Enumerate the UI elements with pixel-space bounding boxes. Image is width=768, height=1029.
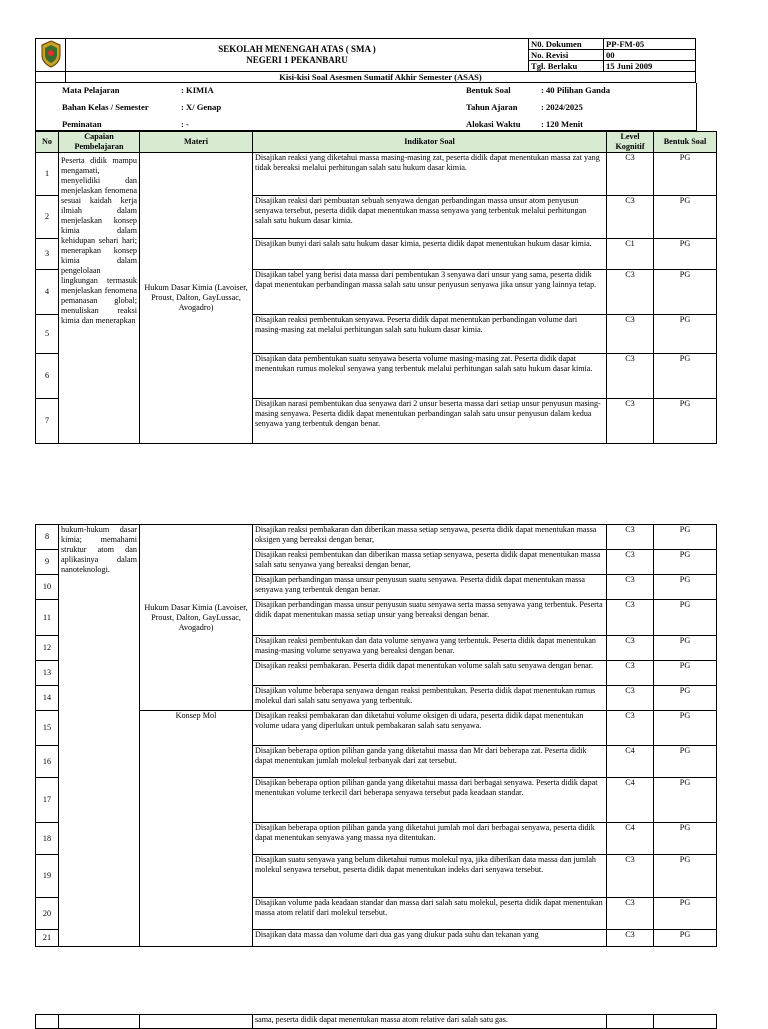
indikator-cell: Disajikan reaksi dari pembuatan sebuah senyawa dengan perbandingan massa unsur atom penyusun senyawa tersebut, peserta didik dapat menentukan massa senyawa yang terbentuk melalui perhitungan salah satu hukum dasar kimia. — [253, 196, 607, 239]
indikator-cell: Disajikan reaksi pembakaran dan diberikan massa setiap senyawa, peserta didik dapat menentukan massa oksigen yang bereaksi dengan benar, — [253, 525, 607, 550]
indikator-cell: Disajikan data pembentukan suatu senyawa beserta volume masing-masing zat. Peserta didik dapat menentukan rumus molekul senyawa yang terbentuk melalui perhitungan salah satu hukum dasar kimia. — [253, 354, 607, 399]
indikator-cell: Disajikan volume pada keadaan standar dan massa dari salah satu molekul, peserta didik dapat menentukan massa atom relatif dari molekul tersebut. — [253, 898, 607, 930]
bentuk-cell: PG — [654, 239, 717, 270]
row-no: 14 — [36, 686, 59, 711]
row-no: 9 — [36, 550, 59, 575]
mapel-value: : KIMIA — [181, 85, 214, 95]
info-block — [35, 83, 697, 131]
indikator-cell: Disajikan reaksi pembakaran. Peserta didik dapat menentukan volume salah satu senyawa dengan benar. — [253, 661, 607, 686]
row-no: 18 — [36, 823, 59, 855]
capaian-pembelajaran-cell: Peserta didik mampu mengamati, menyelidiki dan menjelaskan fenomena sesuai kaidah kerja ilmiah dalam menjelaskan konsep kimia dalam kehidupan sehari hari; menerapkan konsep kimia dalam pengelolaan lingkungan termasuk menjelaskan fenomena pemanasan global; menuliskan reaksi kimia dan menerapkan — [59, 153, 140, 444]
meta-label-dokumen: N0. Dokumen — [529, 39, 604, 50]
bentuk-cell: PG — [654, 636, 717, 661]
meta-label-berlaku: Tgl. Berlaku — [529, 61, 604, 72]
level-cell: C3 — [607, 575, 654, 600]
bentuk-cell: PG — [654, 550, 717, 575]
indikator-cell: Disajikan tabel yang berisi data massa dari pembentukan 3 senyawa dari unsur yang sama, peserta didik dapat menentukan perbandingan massa salah satu unsur penyusun senyawa jika unsur yang lainnya tetap. — [253, 270, 607, 315]
school-name-line1: SEKOLAH MENENGAH ATAS ( SMA ) — [218, 44, 376, 54]
indikator-cell: Disajikan beberapa option pilihan ganda yang diketahui massa dari berbagai senyawa. Peserta didik dapat menentukan volume terkecil dari beberapa senyawa tersebut pada keadaan standar. — [253, 778, 607, 823]
kisi-kisi-table-page1 — [35, 131, 717, 444]
bentuk-cell: PG — [654, 600, 717, 636]
indikator-cell: Disajikan perbandingan massa unsur penyusun suatu senyawa serta massa senyawa yang terbentuk. Peserta didik dapat menentukan massa setiap unsur yang bereaksi dengan benar. — [253, 600, 607, 636]
level-cell: C3 — [607, 315, 654, 354]
col-header-materi: Materi — [140, 132, 253, 153]
level-cell: C3 — [607, 636, 654, 661]
letterhead — [35, 38, 696, 83]
col-header-level: Level Kognitif — [607, 132, 654, 153]
bentuk-cell: PG — [654, 354, 717, 399]
row-no: 7 — [36, 399, 59, 444]
kelas-label: Bahan Kelas / Semester — [62, 102, 149, 112]
level-cell: C3 — [607, 930, 654, 947]
row-no: 17 — [36, 778, 59, 823]
bentuk-cell: PG — [654, 270, 717, 315]
indikator-cell: Disajikan narasi pembentukan dua senyawa dari 2 unsur beserta massa dari setiap unsur penyusun masing-masing senyawa. Peserta didik dapat menentukan perbandingan salah satu unsur penyusun dalam kedua senyawa yang terbentuk dengan benar. — [253, 399, 607, 444]
col-header-bentuk: Bentuk Soal — [654, 132, 717, 153]
bentuk-cell: PG — [654, 686, 717, 711]
row-no: 21 — [36, 930, 59, 947]
materi-cell: Hukum Dasar Kimia (Lavoiser, Proust, Dalton, GayLussac, Avogadro) — [140, 525, 253, 711]
bentuk-cell: PG — [654, 661, 717, 686]
row-no: 15 — [36, 711, 59, 746]
row-no: 8 — [36, 525, 59, 550]
col-header-no: No — [36, 132, 59, 153]
row-no: 4 — [36, 270, 59, 315]
bentuk-cell: PG — [654, 196, 717, 239]
level-cell: C3 — [607, 898, 654, 930]
level-cell: C3 — [607, 686, 654, 711]
document-title: Kisi-kisi Soal Asesmen Sumatif Akhir Semester (ASAS) — [66, 72, 696, 83]
level-cell: C1 — [607, 239, 654, 270]
bentuk-cell: PG — [654, 746, 717, 778]
indikator-cell: Disajikan suatu senyawa yang belum diketahui rumus molekul nya, jika diberikan data massa dan jumlah molekul senyawa tersebut, peserta didik dapat menentukan indeks dari senyawa tersebut. — [253, 855, 607, 898]
meta-value-dokumen: PP-FM-05 — [604, 39, 696, 50]
row-no: 5 — [36, 315, 59, 354]
bentuk-cell: PG — [654, 778, 717, 823]
level-cell: C4 — [607, 778, 654, 823]
indikator-cell: sama, peserta didik dapat menentukan massa atom relative dari salah satu gas. — [253, 1015, 607, 1029]
kelas-value: : X/ Genap — [181, 102, 222, 112]
meta-label-revisi: No. Revisi — [529, 50, 604, 61]
indikator-cell: Disajikan perbandingan massa unsur penyusun suatu senyawa. Peserta didik dapat menentukan massa senyawa yang terbentuk dengan benar. — [253, 575, 607, 600]
meta-value-berlaku: 15 Juni 2009 — [604, 61, 696, 72]
row-no: 1 — [36, 153, 59, 196]
kisi-kisi-table-page3 — [35, 1014, 717, 1029]
page-3 — [35, 1014, 716, 1029]
bentuk-cell: PG — [654, 711, 717, 746]
mapel-label: Mata Pelajaran — [62, 85, 120, 95]
level-cell: C4 — [607, 823, 654, 855]
alokasi-label: Alokasi Waktu — [466, 119, 521, 129]
page-1 — [35, 38, 716, 444]
level-cell: C3 — [607, 711, 654, 746]
level-cell: C3 — [607, 153, 654, 196]
indikator-cell: Disajikan data massa dan volume dari dua gas yang diukur pada suhu dan tekanan yang — [253, 930, 607, 947]
bentuk-label: Bentuk Soal — [466, 85, 511, 95]
peminatan-value: : - — [181, 119, 189, 129]
bentuk-cell: PG — [654, 898, 717, 930]
meta-value-revisi: 00 — [604, 50, 696, 61]
school-logo — [36, 39, 66, 72]
row-no: 13 — [36, 661, 59, 686]
tahun-value: : 2024/2025 — [541, 102, 583, 112]
bentuk-cell: PG — [654, 823, 717, 855]
row-no: 20 — [36, 898, 59, 930]
tahun-label: Tahun Ajaran — [466, 102, 518, 112]
indikator-cell: Disajikan beberapa option pilihan ganda yang diketahui massa dan Mr dari beberapa zat. Peserta didik dapat menentukan jumlah molekul terbanyak dari zat tersebut. — [253, 746, 607, 778]
level-cell: C3 — [607, 525, 654, 550]
level-cell: C3 — [607, 550, 654, 575]
indikator-cell: Disajikan reaksi yang diketahui massa masing-masing zat, peserta didik dapat menentukan massa zat yang tidak bereaksi melalui perhitungan salah satu hukum dasar kimia. — [253, 153, 607, 196]
peminatan-label: Peminatan — [62, 119, 102, 129]
capaian-pembelajaran-cell: hukum-hukum dasar kimia; memahami struktur atom dan aplikasinya dalam nanoteknologi. — [59, 525, 140, 947]
row-no: 2 — [36, 196, 59, 239]
row-no: 11 — [36, 600, 59, 636]
row-no: 19 — [36, 855, 59, 898]
level-cell: C3 — [607, 196, 654, 239]
materi-cell: Konsep Mol — [140, 711, 253, 947]
bentuk-cell: PG — [654, 153, 717, 196]
level-cell: C4 — [607, 746, 654, 778]
row-no: 16 — [36, 746, 59, 778]
alokasi-value: : 120 Menit — [541, 119, 584, 129]
row-no: 12 — [36, 636, 59, 661]
row-no: 6 — [36, 354, 59, 399]
materi-cell: Hukum Dasar Kimia (Lavoiser, Proust, Dalton, GayLussac, Avogadro) — [140, 153, 253, 444]
indikator-cell: Disajikan reaksi pembentukan senyawa. Peserta didik dapat menentukan perbandingan volume dari masing-masing zat melalui perhitungan salah satu hukum dasar kimia. — [253, 315, 607, 354]
col-header-cp: Capaian Pembelajaran — [59, 132, 140, 153]
bentuk-cell: PG — [654, 315, 717, 354]
level-cell: C3 — [607, 354, 654, 399]
school-name-line2: NEGERI 1 PEKANBARU — [246, 55, 348, 65]
bentuk-cell: PG — [654, 855, 717, 898]
indikator-cell: Disajikan reaksi pembentukan dan diberikan massa setiap senyawa, peserta didik dapat menentukan massa salah satu senyawa yang bereaksi dengan benar, — [253, 550, 607, 575]
page-2 — [35, 524, 716, 947]
level-cell: C3 — [607, 399, 654, 444]
bentuk-value: : 40 Pilihan Ganda — [541, 85, 611, 95]
indikator-cell: Disajikan reaksi pembakaran dan diketahui volume oksigen di udara, peserta didik dapat menentukan volume udara yang diperlukan untuk pembakaran salah satu senyawa. — [253, 711, 607, 746]
col-header-indikator: Indikator Soal — [253, 132, 607, 153]
bentuk-cell: PG — [654, 525, 717, 550]
level-cell: C3 — [607, 600, 654, 636]
row-no: 10 — [36, 575, 59, 600]
level-cell: C3 — [607, 855, 654, 898]
school-emblem-icon — [40, 40, 62, 68]
row-no: 3 — [36, 239, 59, 270]
bentuk-cell: PG — [654, 399, 717, 444]
bentuk-cell: PG — [654, 930, 717, 947]
indikator-cell: Disajikan volume beberapa senyawa dengan reaksi pembentukan. Peserta didik dapat menentukan rumus molekul dari salah satu senyawa yang terbentuk. — [253, 686, 607, 711]
indikator-cell: Disajikan beberapa option pilihan ganda yang diketahui jumlah mol dari berbagai senyawa, peserta didik dapat menentukan senyawa yang massa nya ditentukan. — [253, 823, 607, 855]
level-cell: C3 — [607, 661, 654, 686]
indikator-cell: Disajikan bunyi dari salah satu hukum dasar kimia, peserta didik dapat menentukan hukum dasar kimia. — [253, 239, 607, 270]
kisi-kisi-table-page2 — [35, 524, 717, 947]
bentuk-cell: PG — [654, 575, 717, 600]
indikator-cell: Disajikan reaksi pembentukan dan data volume senyawa yang terbentuk. Peserta didik dapat menentukan masing-masing volume senyawa yang bereaksi dengan benar. — [253, 636, 607, 661]
level-cell: C3 — [607, 270, 654, 315]
